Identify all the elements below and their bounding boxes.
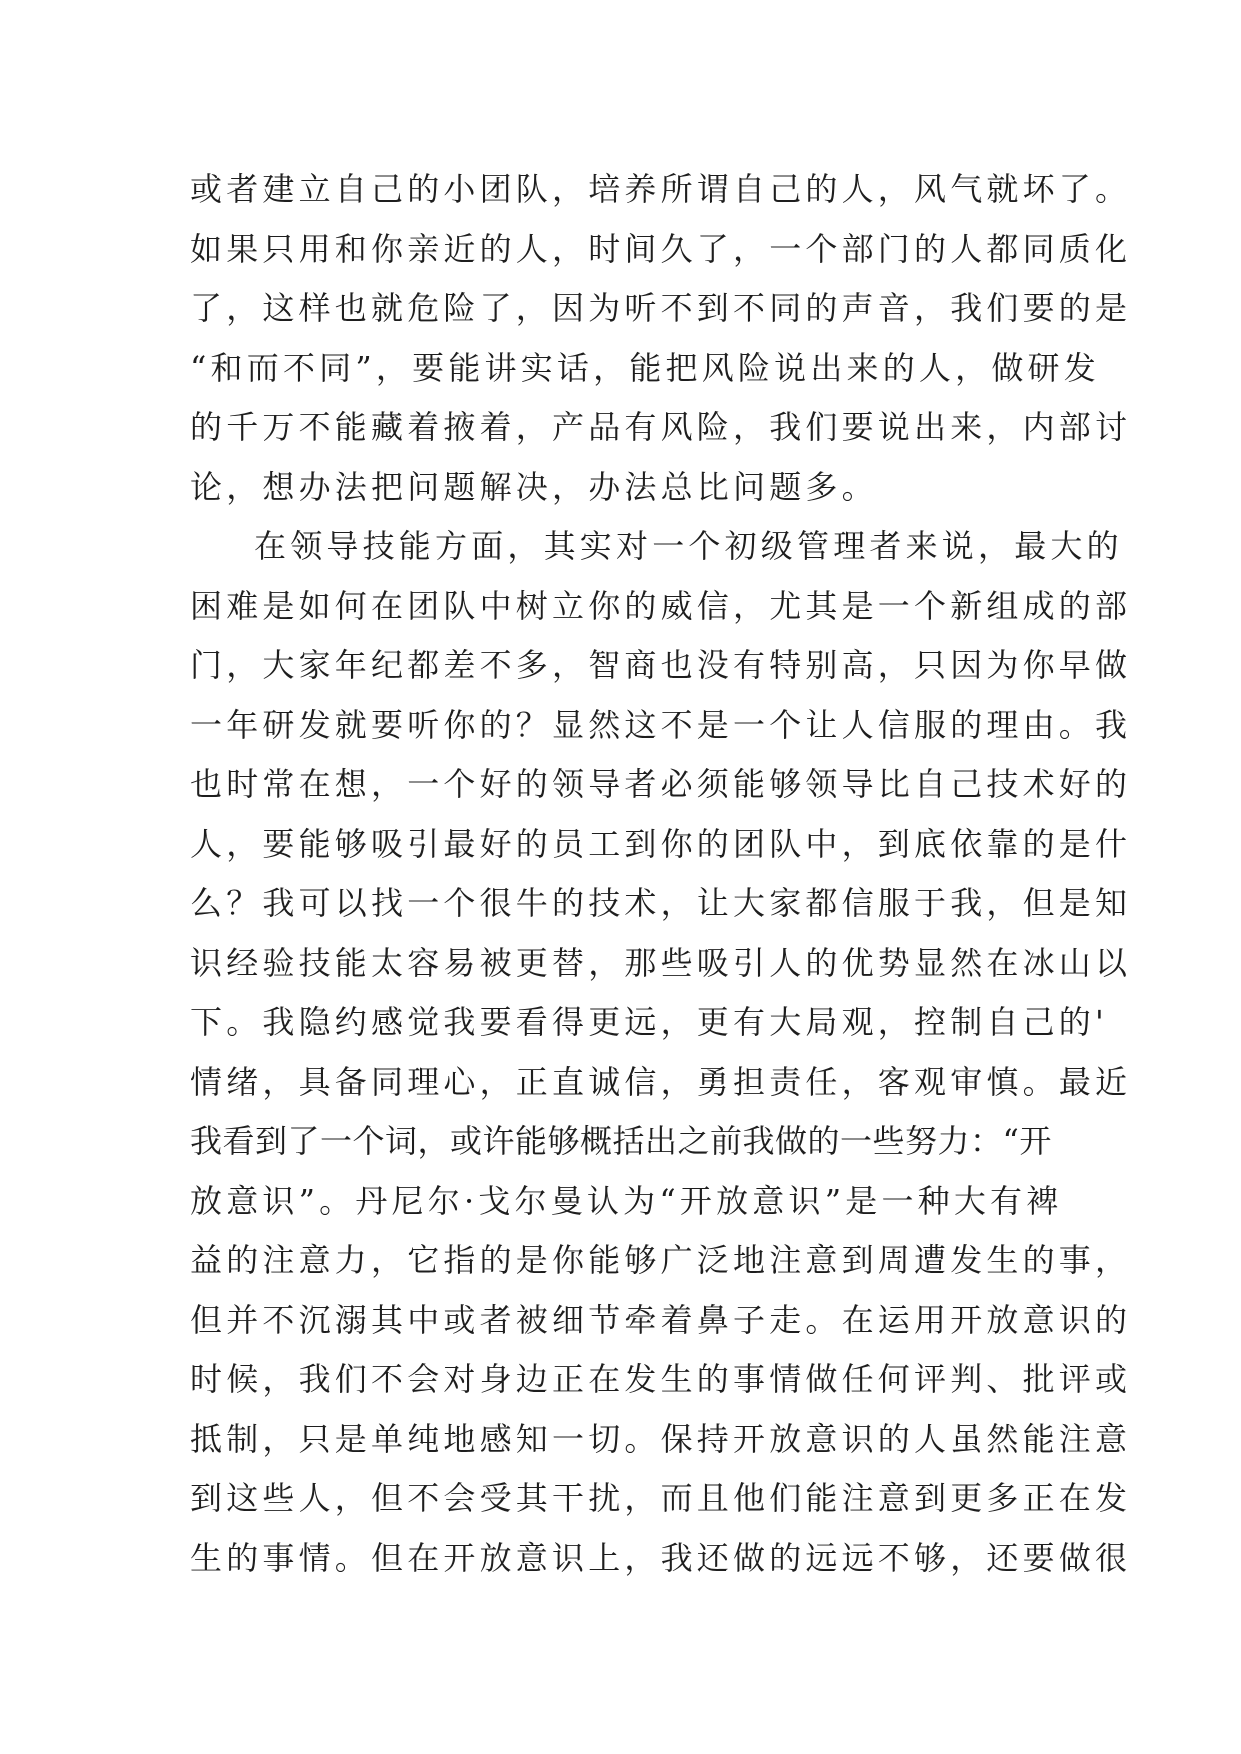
text-line: 情绪，具备同理心，正直诚信，勇担责任，客观审慎。最近 [190,1062,1132,1101]
text-line: 时候，我们不会对身边正在发生的事情做任何评判、批评或 [190,1360,1132,1398]
text-line: 一年研发就要听你的？显然这不是一个让人信服的理由。我 [190,705,1132,744]
text-line: 到这些人，但不会受其干扰，而且他们能注意到更多正在发 [190,1479,1132,1517]
text-line: 益的注意力，它指的是你能够广泛地注意到周遭发生的事， [190,1241,1132,1279]
text-line: 识经验技能太容易被更替，那些吸引人的优势显然在冰山以 [190,943,1132,982]
text-line: 抵制，只是单纯地感知一切。保持开放意识的人虽然能注意 [190,1419,1132,1458]
text-line: 放意识”。丹尼尔·戈尔曼认为“开放意识”是一种大有裨 [190,1181,1063,1220]
text-line: 如果只用和你亲近的人，时间久了，一个部门的人都同质化 [190,229,1132,268]
text-line: 的千万不能藏着掖着，产品有风险，我们要说出来，内部讨 [190,408,1132,446]
text-line: 我看到了一个词，或许能够概括出之前我做的一些努力：“开 [190,1122,1052,1160]
text-line: 生的事情。但在开放意识上，我还做的远远不够，还要做很 [190,1538,1132,1577]
text-line: 或者建立自己的小团队，培养所谓自己的人，风气就坏了。 [190,170,1132,208]
body-text [190,160,1132,1588]
text-line: 论，想办法把问题解决，办法总比问题多。 [190,467,878,506]
text-line: 门，大家年纪都差不多，智商也没有特别高，只因为你早做 [190,646,1132,684]
text-line: “和而不同”，要能讲实话，能把风险说出来的人，做研发 [190,348,1100,387]
text-line: 下。我隐约感觉我要看得更远，更有大局观，控制自己的' [190,1003,1108,1041]
text-line: 也时常在想，一个好的领导者必须能够领导比自己技术好的 [190,765,1132,803]
text-line: 么？我可以找一个很牛的技术，让大家都信服于我，但是知 [190,884,1132,922]
paragraph-first-line: 在领导技能方面，其实对一个初级管理者来说，最大的 [254,527,1123,565]
text-line: 了，这样也就危险了，因为听不到不同的声音，我们要的是 [190,289,1132,327]
text-line: 但并不沉溺其中或者被细节牵着鼻子走。在运用开放意识的 [190,1300,1132,1339]
text-line: 人，要能够吸引最好的员工到你的团队中，到底依靠的是什 [190,824,1132,863]
text-line: 困难是如何在团队中树立你的威信，尤其是一个新组成的部 [190,586,1132,625]
